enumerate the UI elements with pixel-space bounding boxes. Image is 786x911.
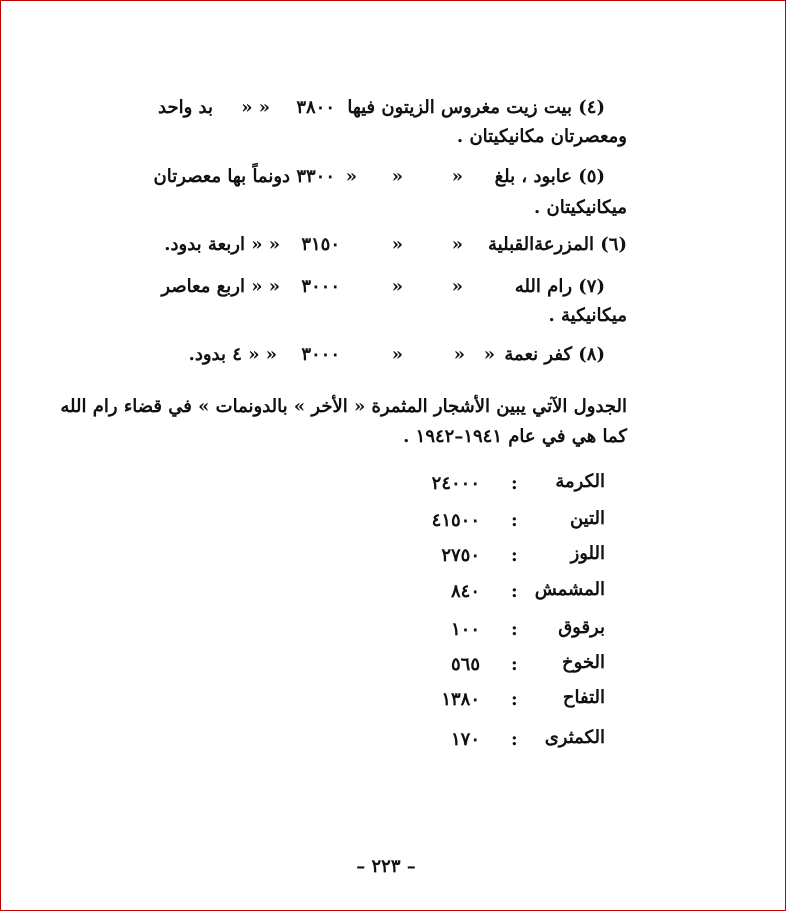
entry-4-marks: « « [241, 97, 270, 118]
entry-5-mark-2: « [391, 166, 403, 187]
entry-5-tail: ٣٣٠٠ دونماً بها معصرتان [153, 166, 335, 187]
table-name: الكمثرى [544, 727, 605, 748]
entry-6-mark-1: « [451, 234, 463, 255]
paragraph-line-2: كما هي في عام ١٩٤١–١٩٤٢ . [403, 426, 627, 447]
table-value: ١٣٨٠ [441, 689, 480, 710]
entry-6-tail: « « اربعة بدود. [164, 234, 280, 255]
table-value: ١٠٠ [450, 619, 480, 640]
table-name: اللوز [570, 543, 605, 564]
table-name: المشمش [534, 579, 605, 600]
entry-7-tail: « « اربع معاصر [161, 276, 280, 297]
table-name: التفاح [562, 687, 605, 708]
table-name: الخوخ [561, 652, 605, 673]
table-value: ١٧٠ [450, 729, 480, 750]
entry-4-continuation: ومعصرتان مكانيكيتان . [456, 126, 627, 147]
entry-7-label: (٧) رام الله [514, 276, 605, 297]
paragraph-line-1: الجدول الآتي يبين الأشجار المثمرة « الأخر » بالدونمات » في قضاء رام الله [60, 396, 627, 417]
entry-4-area: ٣٨٠٠ [296, 97, 335, 118]
entry-5-mark-1: « [451, 166, 463, 187]
entry-8-mark-3: « [391, 344, 403, 365]
table-value: ٨٤٠ [450, 581, 480, 602]
entry-7-continuation: ميكانيكية . [548, 305, 627, 326]
entry-8-mark-2: « [453, 344, 465, 365]
table-value: ٢٧٥٠ [441, 545, 480, 566]
entry-6-label: (٦) المزرعةالقبلية [488, 234, 627, 255]
table-separator: : [511, 473, 518, 494]
entry-5-continuation: ميكانيكيتان . [534, 197, 627, 218]
table-name: التين [569, 508, 605, 529]
entry-8-tail: « « ٤ بدود. [188, 344, 277, 365]
table-separator: : [511, 581, 518, 602]
table-separator: : [511, 545, 518, 566]
table-value: ٢٤٠٠٠ [431, 473, 480, 494]
table-separator: : [511, 510, 518, 531]
entry-7-mark-2: « [391, 276, 403, 297]
entry-7-mark-1: « [451, 276, 463, 297]
table-separator: : [511, 729, 518, 750]
table-name: برقوق [558, 617, 605, 638]
entry-7-area: ٣٠٠٠ [301, 276, 340, 297]
table-value: ٤١٥٠٠ [431, 510, 480, 531]
table-name: الكرمة [555, 471, 605, 492]
table-separator: : [511, 619, 518, 640]
entry-4-tail: بد واحد [158, 97, 213, 118]
entry-8-mark-1: « [483, 344, 495, 365]
entry-5-label: (٥) عابود ، بلغ [494, 166, 605, 187]
entry-8-area: ٣٠٠٠ [301, 344, 340, 365]
table-separator: : [511, 689, 518, 710]
table-separator: : [511, 654, 518, 675]
entry-5-mark-3: « [345, 166, 357, 187]
entry-8-label: (٨) كفر نعمة [504, 344, 605, 365]
entry-6-area: ٣١٥٠ [301, 234, 340, 255]
entry-4-label: (٤) بيت زيت مغروس الزيتون فيها [347, 97, 605, 118]
page-number: – ٢٢٣ – [356, 856, 416, 877]
entry-6-mark-2: « [391, 234, 403, 255]
table-value: ٥٦٥ [450, 654, 480, 675]
